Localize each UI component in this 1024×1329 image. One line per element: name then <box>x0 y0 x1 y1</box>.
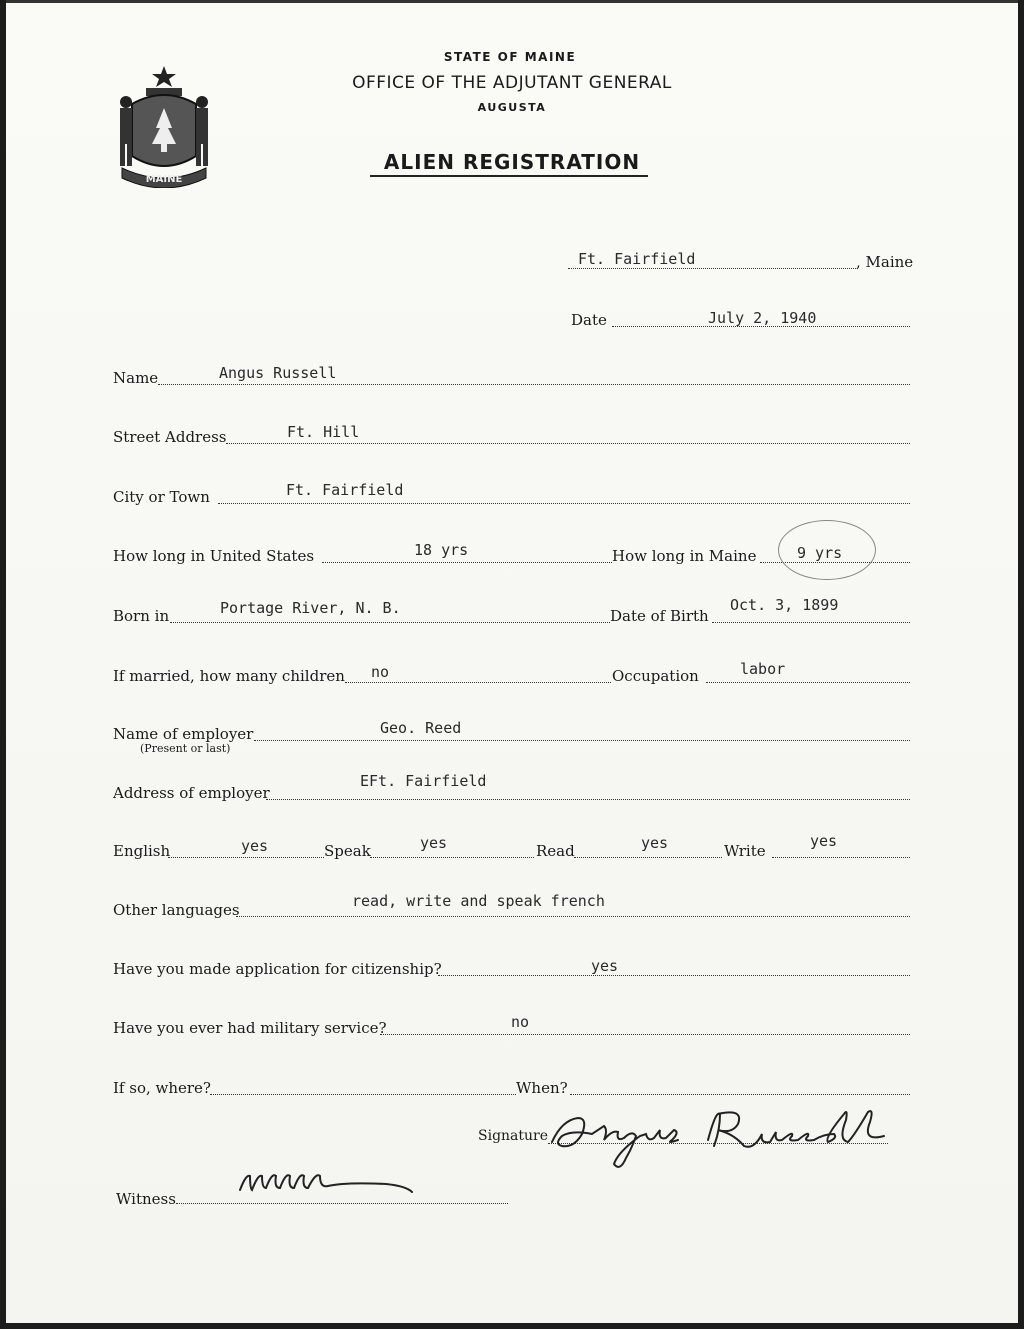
us-line <box>322 562 612 563</box>
speak-label: Speak <box>324 842 371 860</box>
read-line <box>574 857 722 858</box>
title-underline <box>370 175 648 177</box>
city-value: Ft. Fairfield <box>286 481 404 499</box>
employer-value: Geo. Reed <box>380 719 462 737</box>
emp-addr-value: EFt. Fairfield <box>360 772 487 790</box>
maine-label: How long in Maine <box>612 547 757 565</box>
street-value: Ft. Hill <box>287 423 360 441</box>
other-lang-line <box>236 916 910 917</box>
citizenship-line <box>438 975 910 976</box>
dob-label: Date of Birth <box>610 607 709 625</box>
other-lang-value: read, write and speak french <box>352 892 605 910</box>
occupation-line <box>706 682 910 683</box>
dob-line <box>712 622 910 623</box>
form-title: ALIEN REGISTRATION <box>383 150 641 174</box>
citizenship-value: yes <box>591 957 619 975</box>
dob-value: Oct. 3, 1899 <box>730 596 839 614</box>
maine-value: 9 yrs <box>797 544 843 562</box>
witness-label: Witness <box>116 1190 176 1208</box>
header-city: AUGUSTA <box>477 101 547 114</box>
write-label: Write <box>724 842 766 860</box>
street-label: Street Address <box>113 428 227 446</box>
emp-addr-line <box>266 799 910 800</box>
when-label: When? <box>516 1079 568 1097</box>
header-office: OFFICE OF THE ADJUTANT GENERAL <box>352 73 672 93</box>
place-line <box>568 268 856 269</box>
occupation-value: labor <box>740 660 786 678</box>
born-label: Born in <box>113 607 170 625</box>
name-label: Name <box>113 369 159 387</box>
emp-addr-label: Address of employer <box>113 784 270 802</box>
signature-label: Signature <box>478 1128 549 1144</box>
write-value: yes <box>810 832 838 850</box>
name-value: Angus Russell <box>219 364 337 382</box>
name-line <box>158 384 910 385</box>
other-lang-label: Other languages <box>113 901 240 919</box>
us-label: How long in United States <box>113 547 315 565</box>
street-line <box>226 443 910 444</box>
header-state: STATE OF MAINE <box>443 50 577 64</box>
born-value: Portage River, N. B. <box>220 599 401 617</box>
children-line <box>345 682 611 683</box>
signature-handwriting <box>548 1100 898 1180</box>
circled-annotation <box>778 520 876 580</box>
when-line <box>570 1094 910 1095</box>
employer-label: Name of employer <box>113 725 254 743</box>
children-value: no <box>371 663 390 681</box>
place-label: , Maine <box>856 253 914 271</box>
city-line <box>218 503 910 504</box>
place-value: Ft. Fairfield <box>578 250 696 268</box>
employer-line <box>254 740 910 741</box>
read-label: Read <box>536 842 575 860</box>
city-label: City or Town <box>113 488 210 506</box>
occupation-label: Occupation <box>612 667 699 685</box>
english-value: yes <box>241 837 269 855</box>
scan-edge <box>0 1323 1024 1329</box>
speak-value: yes <box>420 834 448 852</box>
scan-edge <box>1018 0 1024 1329</box>
military-line <box>380 1034 910 1035</box>
date-value: July 2, 1940 <box>708 309 817 327</box>
us-value: 18 yrs <box>414 541 469 559</box>
write-line <box>772 857 910 858</box>
where-line <box>210 1094 516 1095</box>
english-label: English <box>113 842 171 860</box>
born-line <box>170 622 610 623</box>
witness-initials-handwriting <box>236 1160 426 1204</box>
military-label: Have you ever had military service? <box>113 1019 387 1037</box>
date-label: Date <box>571 311 607 329</box>
scan-edge <box>0 0 1024 3</box>
citizenship-label: Have you made application for citizenship? <box>113 960 442 978</box>
speak-line <box>370 857 534 858</box>
where-label: If so, where? <box>113 1079 211 1097</box>
employer-sublabel: (Present or last) <box>140 742 231 755</box>
english-line <box>168 857 324 858</box>
military-value: no <box>511 1013 530 1031</box>
children-label: If married, how many children <box>113 667 345 685</box>
read-value: yes <box>641 834 669 852</box>
svg-text:MAINE: MAINE <box>145 174 183 185</box>
scan-edge <box>0 0 6 1329</box>
